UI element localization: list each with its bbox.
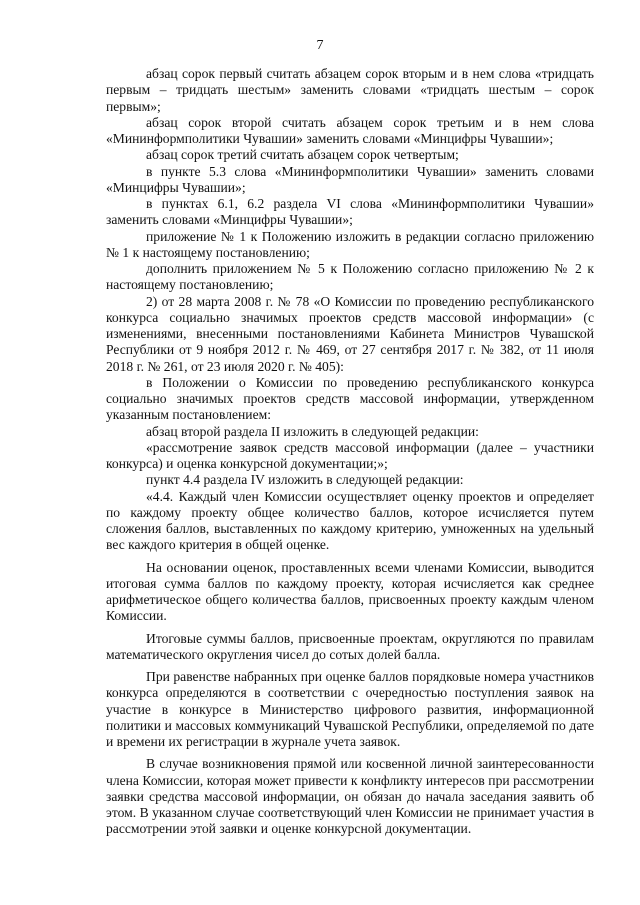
page-number: 7 (316, 38, 324, 53)
paragraph: пункт 4.4 раздела IV изложить в следующей редакции: (146, 472, 464, 488)
paragraph: в Положении о Комиссии по проведению республиканского конкурса социально значимых проектов средств массовой информации, утвержденном указанным постановлением: (106, 374, 594, 423)
paragraph: Итоговые суммы баллов, присвоенные проектам, округляются по правилам математического округления чисел до сотых долей балла. (106, 630, 594, 662)
paragraph: На основании оценок, проставленных всеми членами Комиссии, выводится итоговая сумма баллов по каждому проекту, которая исчисляется как среднее арифметическое общего количества баллов, присвоенных проекту каждым членом Комиссии. (106, 559, 594, 624)
paragraph: «4.4. Каждый член Комиссии осуществляет оценку проектов и определяет по каждому проекту общее количество баллов, которое исчисляется путем сложения баллов, выставленных по каждому критерию, умноженных на удельный вес каждого критерия в общей оценке. (106, 488, 594, 553)
paragraph: дополнить приложением № 5 к Положению согласно приложению № 2 к настоящему постановлению; (106, 261, 594, 293)
paragraph: приложение № 1 к Положению изложить в редакции согласно приложению № 1 к настоящему постановлению; (106, 228, 594, 260)
paragraph: «рассмотрение заявок средств массовой информации (далее – участники конкурса) и оценка конкурсной документации;»; (106, 439, 594, 471)
paragraph: в пунктах 6.1, 6.2 раздела VI слова «Мининформполитики Чувашии» заменить словами «Минцифры Чувашии»; (106, 196, 594, 228)
paragraph: абзац второй раздела II изложить в следующей редакции: (146, 423, 479, 439)
document-body (106, 66, 594, 838)
paragraph: В случае возникновения прямой или косвенной личной заинтересованности члена Комиссии, которая может привести к конфликту интересов при рассмотрении заявки средства массовой информации, он обязан до начала заседания заявить об этом. В указанном случае соответствующий член Комиссии не принимает участия в рассмотрении этой заявки и оценке конкурсной документации. (106, 756, 594, 837)
paragraph: абзац сорок третий считать абзацем сорок четвертым; (146, 147, 459, 163)
paragraph: 2) от 28 марта 2008 г. № 78 «О Комиссии по проведению республиканского конкурса социально значимых проектов средств массовой информации» (с изменениями, внесенными постановлениями Кабинета Министров Чувашской Республики от 9 ноября 2012 г. № 469, от 27 сентября 2017 г. № 382, от 11 июля 2018 г. № 261, от 23 июля 2020 г. № 405): (106, 293, 594, 374)
paragraph: в пункте 5.3 слова «Мининформполитики Чувашии» заменить словами «Минцифры Чувашии»; (106, 163, 594, 195)
paragraph: абзац сорок второй считать абзацем сорок третьим и в нем слова «Мининформполитики Чувашии» заменить словами «Минцифры Чувашии»; (106, 114, 594, 146)
paragraph: При равенстве набранных при оценке баллов порядковые номера участников конкурса определяются в соответствии с очередностью поступления заявок на участие в конкурсе в Министерство цифрового развития, информационной политики и массовых коммуникаций Чувашской Республики, определяемой по дате и времени их регистрации в журнале учета заявок. (106, 669, 594, 749)
paragraph: абзац сорок первый считать абзацем сорок вторым и в нем слова «тридцать первым – тридцать шестым» заменить словами «тридцать шестым – сорок первым»; (106, 66, 594, 114)
